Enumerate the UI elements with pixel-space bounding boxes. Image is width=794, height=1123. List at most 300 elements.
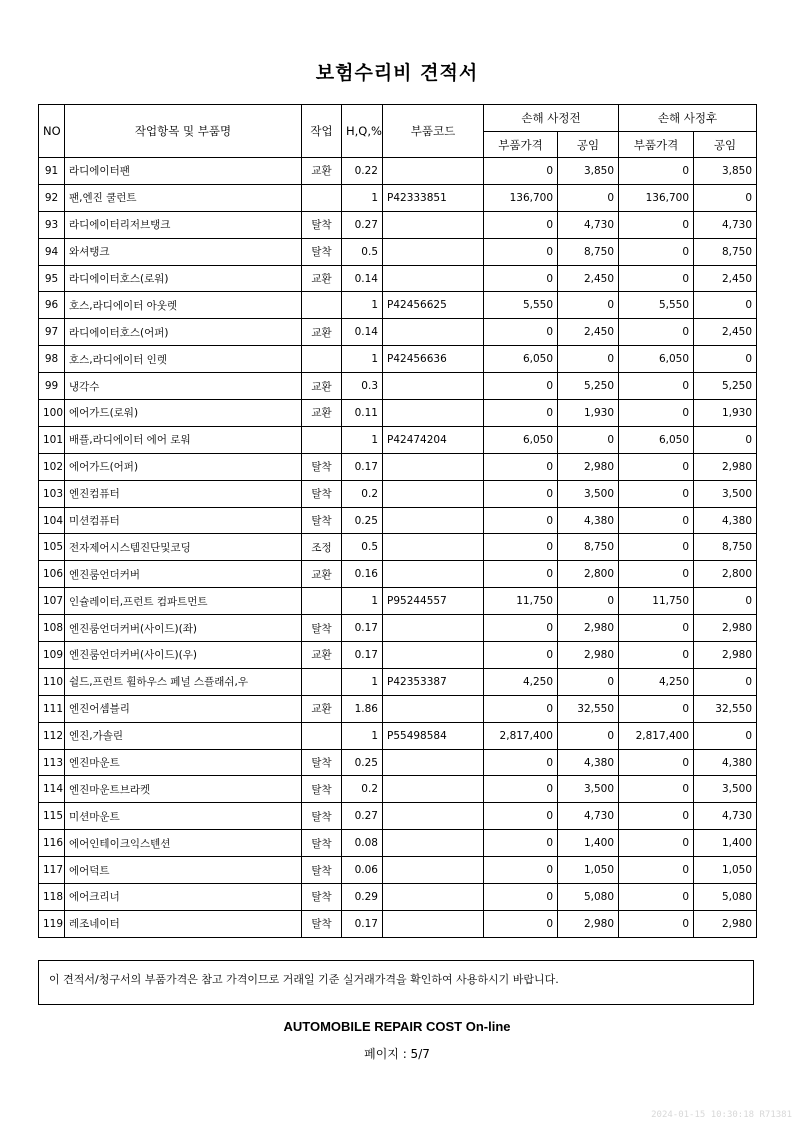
table-row	[39, 184, 757, 211]
cell-part-code: P42353387	[383, 668, 484, 695]
header-after: 손해 사정후	[619, 105, 757, 132]
cell-after-part-price: 0	[619, 507, 694, 534]
cell-part-code	[383, 776, 484, 803]
cell-part-code: P42456625	[383, 292, 484, 319]
cell-after-labor: 1,400	[694, 830, 757, 857]
cell-after-part-price: 0	[619, 480, 694, 507]
cell-hq: 0.14	[342, 265, 383, 292]
cell-item: 라디에이터호스(어퍼)	[65, 319, 302, 346]
cell-part-code: P95244557	[383, 588, 484, 615]
cell-work: 교환	[302, 561, 342, 588]
cell-hq: 1	[342, 668, 383, 695]
cell-after-part-price: 0	[619, 830, 694, 857]
cell-after-part-price: 0	[619, 211, 694, 238]
cell-part-code	[383, 507, 484, 534]
cell-after-labor: 5,080	[694, 884, 757, 911]
cell-before-part-price: 0	[484, 776, 558, 803]
table-row	[39, 695, 757, 722]
cell-part-code	[383, 211, 484, 238]
cell-no: 108	[39, 615, 65, 642]
cell-item: 엔진룸언더커버(사이드)(좌)	[65, 615, 302, 642]
cell-work: 탈착	[302, 803, 342, 830]
cell-after-part-price: 0	[619, 265, 694, 292]
table-row	[39, 910, 757, 937]
cell-hq: 0.2	[342, 480, 383, 507]
cell-before-labor: 2,980	[558, 642, 619, 669]
cell-hq: 0.14	[342, 319, 383, 346]
cell-item: 엔진룸언더커버	[65, 561, 302, 588]
cell-hq: 0.17	[342, 642, 383, 669]
table-row	[39, 480, 757, 507]
cell-part-code	[383, 830, 484, 857]
table-row	[39, 588, 757, 615]
table-row	[39, 857, 757, 884]
cell-part-code: P42333851	[383, 184, 484, 211]
cell-after-labor: 1,050	[694, 857, 757, 884]
cell-item: 에어인테이크익스텐션	[65, 830, 302, 857]
cell-part-code	[383, 561, 484, 588]
cell-after-labor: 2,980	[694, 642, 757, 669]
cell-before-part-price: 6,050	[484, 426, 558, 453]
cell-part-code	[383, 749, 484, 776]
cell-hq: 1	[342, 184, 383, 211]
cell-hq: 0.25	[342, 507, 383, 534]
cell-no: 102	[39, 453, 65, 480]
cell-after-part-price: 0	[619, 238, 694, 265]
cell-no: 117	[39, 857, 65, 884]
cell-after-labor: 32,550	[694, 695, 757, 722]
cell-after-labor: 0	[694, 346, 757, 373]
cell-after-labor: 2,450	[694, 319, 757, 346]
cell-no: 107	[39, 588, 65, 615]
table-row	[39, 373, 757, 400]
cell-part-code	[383, 910, 484, 937]
cell-after-part-price: 0	[619, 453, 694, 480]
cell-after-labor: 2,980	[694, 910, 757, 937]
cell-work: 탈착	[302, 884, 342, 911]
cell-before-labor: 1,050	[558, 857, 619, 884]
cell-no: 100	[39, 400, 65, 427]
header-before: 손해 사정전	[484, 105, 619, 132]
cell-after-part-price: 6,050	[619, 346, 694, 373]
cell-after-part-price: 0	[619, 561, 694, 588]
cell-before-part-price: 0	[484, 238, 558, 265]
table-row	[39, 884, 757, 911]
cell-before-labor: 0	[558, 292, 619, 319]
cell-after-labor: 4,730	[694, 803, 757, 830]
cell-item: 에어덕트	[65, 857, 302, 884]
cell-part-code	[383, 857, 484, 884]
cell-no: 118	[39, 884, 65, 911]
cell-part-code: P42474204	[383, 426, 484, 453]
cell-work: 교환	[302, 373, 342, 400]
cell-no: 93	[39, 211, 65, 238]
cell-after-labor: 0	[694, 292, 757, 319]
cell-before-part-price: 0	[484, 910, 558, 937]
cell-hq: 1	[342, 346, 383, 373]
cell-hq: 0.17	[342, 453, 383, 480]
header-before-part-price: 부품가격	[484, 132, 558, 158]
header-code: 부품코드	[383, 105, 484, 158]
cell-after-part-price: 0	[619, 615, 694, 642]
cell-item: 엔진마운트브라켓	[65, 776, 302, 803]
cell-before-labor: 0	[558, 184, 619, 211]
cell-hq: 0.27	[342, 211, 383, 238]
table-row	[39, 561, 757, 588]
cell-before-part-price: 136,700	[484, 184, 558, 211]
cell-after-labor: 8,750	[694, 534, 757, 561]
cell-before-labor: 3,500	[558, 480, 619, 507]
cell-item: 인슐레이터,프런트 컴파트먼트	[65, 588, 302, 615]
cell-before-labor: 32,550	[558, 695, 619, 722]
cell-before-part-price: 0	[484, 615, 558, 642]
cell-hq: 1	[342, 722, 383, 749]
cell-part-code	[383, 803, 484, 830]
header-after-part-price: 부품가격	[619, 132, 694, 158]
table-row	[39, 507, 757, 534]
cell-work	[302, 184, 342, 211]
cell-work: 탈착	[302, 910, 342, 937]
header-after-labor: 공임	[694, 132, 757, 158]
cell-part-code	[383, 615, 484, 642]
cell-no: 111	[39, 695, 65, 722]
cell-item: 라디에이터리저브탱크	[65, 211, 302, 238]
cell-hq: 0.08	[342, 830, 383, 857]
cell-part-code	[383, 884, 484, 911]
cell-after-labor: 5,250	[694, 373, 757, 400]
cell-after-part-price: 2,817,400	[619, 722, 694, 749]
cell-after-part-price: 0	[619, 749, 694, 776]
cell-before-labor: 5,250	[558, 373, 619, 400]
table-row	[39, 400, 757, 427]
cell-before-labor: 4,730	[558, 211, 619, 238]
cell-before-part-price: 0	[484, 884, 558, 911]
table-row	[39, 319, 757, 346]
table-row	[39, 749, 757, 776]
page-number: 페이지 : 5/7	[364, 1047, 430, 1061]
table-row	[39, 211, 757, 238]
cell-item: 엔진마운트	[65, 749, 302, 776]
table-row	[39, 776, 757, 803]
table-row	[39, 642, 757, 669]
cell-no: 110	[39, 668, 65, 695]
cell-hq: 0.17	[342, 910, 383, 937]
cell-before-labor: 2,980	[558, 615, 619, 642]
cell-work: 탈착	[302, 857, 342, 884]
cell-before-part-price: 0	[484, 561, 558, 588]
cell-no: 99	[39, 373, 65, 400]
cell-item: 팬,엔진 쿨런트	[65, 184, 302, 211]
cell-work: 교환	[302, 695, 342, 722]
cell-work: 탈착	[302, 480, 342, 507]
cell-hq: 0.29	[342, 884, 383, 911]
cell-item: 엔진컴퓨터	[65, 480, 302, 507]
cell-after-part-price: 0	[619, 158, 694, 185]
cell-after-labor: 8,750	[694, 238, 757, 265]
notice-box	[38, 960, 754, 1005]
cell-part-code	[383, 642, 484, 669]
header-no: NO	[39, 105, 65, 158]
cell-work	[302, 426, 342, 453]
cell-item: 배플,라디에이터 에어 로워	[65, 426, 302, 453]
cell-after-labor: 4,380	[694, 749, 757, 776]
cell-part-code	[383, 695, 484, 722]
cell-no: 98	[39, 346, 65, 373]
cell-after-part-price: 0	[619, 373, 694, 400]
cell-after-part-price: 0	[619, 319, 694, 346]
cell-work: 탈착	[302, 238, 342, 265]
print-timestamp: 2024-01-15 10:30:18 R71381	[651, 1110, 792, 1120]
cell-before-labor: 2,980	[558, 453, 619, 480]
cell-no: 112	[39, 722, 65, 749]
header-hq: H,Q,%	[342, 105, 383, 158]
cell-after-part-price: 0	[619, 400, 694, 427]
cell-part-code: P42456636	[383, 346, 484, 373]
cell-before-labor: 5,080	[558, 884, 619, 911]
cell-hq: 0.5	[342, 534, 383, 561]
cell-before-part-price: 0	[484, 803, 558, 830]
cell-hq: 0.22	[342, 158, 383, 185]
cell-after-part-price: 0	[619, 776, 694, 803]
cell-hq: 0.16	[342, 561, 383, 588]
cell-before-part-price: 0	[484, 642, 558, 669]
cell-item: 엔진,가솔린	[65, 722, 302, 749]
cell-after-labor: 2,450	[694, 265, 757, 292]
cell-before-labor: 3,850	[558, 158, 619, 185]
cell-item: 전자제어시스템진단및코딩	[65, 534, 302, 561]
cell-hq: 0.27	[342, 803, 383, 830]
cell-before-part-price: 0	[484, 158, 558, 185]
cell-hq: 0.2	[342, 776, 383, 803]
cell-before-part-price: 0	[484, 830, 558, 857]
cell-before-part-price: 2,817,400	[484, 722, 558, 749]
cell-after-labor: 3,850	[694, 158, 757, 185]
cell-no: 115	[39, 803, 65, 830]
notice-text: 이 견적서/청구서의 부품가격은 참고 가격이므로 거래일 기준 실거래가격을 확인하여 사용하시기 바랍니다.	[49, 973, 559, 986]
cell-hq: 0.06	[342, 857, 383, 884]
cell-before-labor: 3,500	[558, 776, 619, 803]
cell-before-part-price: 0	[484, 319, 558, 346]
cell-hq: 0.25	[342, 749, 383, 776]
cell-item: 에어크리너	[65, 884, 302, 911]
table-row	[39, 453, 757, 480]
cell-part-code	[383, 238, 484, 265]
cell-before-part-price: 0	[484, 695, 558, 722]
cell-item: 쉴드,프런트 휠하우스 페널 스플래쉬,우	[65, 668, 302, 695]
cell-before-part-price: 4,250	[484, 668, 558, 695]
cell-work	[302, 346, 342, 373]
cell-part-code	[383, 400, 484, 427]
cell-before-part-price: 0	[484, 534, 558, 561]
cell-no: 91	[39, 158, 65, 185]
cell-work: 탈착	[302, 453, 342, 480]
cell-work: 탈착	[302, 776, 342, 803]
cell-hq: 0.11	[342, 400, 383, 427]
cell-after-part-price: 0	[619, 803, 694, 830]
cell-after-labor: 2,980	[694, 453, 757, 480]
cell-before-part-price: 0	[484, 265, 558, 292]
cell-before-part-price: 0	[484, 857, 558, 884]
cell-part-code: P55498584	[383, 722, 484, 749]
cell-work: 교환	[302, 158, 342, 185]
cell-before-labor: 4,730	[558, 803, 619, 830]
cell-after-labor: 2,800	[694, 561, 757, 588]
cell-before-part-price: 0	[484, 749, 558, 776]
cell-work: 교환	[302, 319, 342, 346]
cell-no: 97	[39, 319, 65, 346]
cell-part-code	[383, 480, 484, 507]
cell-after-part-price: 0	[619, 857, 694, 884]
header-before-labor: 공임	[558, 132, 619, 158]
cell-before-part-price: 5,550	[484, 292, 558, 319]
cell-before-labor: 1,400	[558, 830, 619, 857]
cell-hq: 0.17	[342, 615, 383, 642]
table-row	[39, 615, 757, 642]
cell-before-part-price: 0	[484, 453, 558, 480]
cell-before-part-price: 0	[484, 507, 558, 534]
cell-part-code	[383, 453, 484, 480]
cell-hq: 1.86	[342, 695, 383, 722]
cell-after-labor: 0	[694, 426, 757, 453]
cell-part-code	[383, 534, 484, 561]
cell-work: 교환	[302, 265, 342, 292]
cell-after-labor: 0	[694, 668, 757, 695]
table-row	[39, 346, 757, 373]
cell-item: 호스,라디에이터 인렛	[65, 346, 302, 373]
cell-no: 105	[39, 534, 65, 561]
cell-after-part-price: 136,700	[619, 184, 694, 211]
table-row	[39, 292, 757, 319]
cell-hq: 1	[342, 426, 383, 453]
table-row	[39, 803, 757, 830]
cell-no: 113	[39, 749, 65, 776]
cell-after-part-price: 0	[619, 884, 694, 911]
cell-after-labor: 0	[694, 184, 757, 211]
cell-work: 탈착	[302, 830, 342, 857]
cell-hq: 1	[342, 588, 383, 615]
cell-work	[302, 668, 342, 695]
cell-hq: 0.5	[342, 238, 383, 265]
cell-before-labor: 2,800	[558, 561, 619, 588]
cell-before-labor: 8,750	[558, 238, 619, 265]
cell-no: 104	[39, 507, 65, 534]
cell-part-code	[383, 158, 484, 185]
cell-no: 96	[39, 292, 65, 319]
cell-before-labor: 1,930	[558, 400, 619, 427]
cell-before-labor: 4,380	[558, 749, 619, 776]
cell-work	[302, 722, 342, 749]
cell-before-part-price: 0	[484, 400, 558, 427]
cell-work: 탈착	[302, 615, 342, 642]
cell-after-labor: 1,930	[694, 400, 757, 427]
cell-work	[302, 292, 342, 319]
table-body	[39, 158, 757, 938]
cell-after-labor: 0	[694, 588, 757, 615]
cell-after-labor: 3,500	[694, 776, 757, 803]
cell-no: 95	[39, 265, 65, 292]
table-row	[39, 265, 757, 292]
table-row	[39, 830, 757, 857]
cell-no: 101	[39, 426, 65, 453]
cell-after-part-price: 11,750	[619, 588, 694, 615]
cell-item: 냉각수	[65, 373, 302, 400]
footer-brand: AUTOMOBILE REPAIR COST On-line	[283, 1019, 511, 1034]
cell-before-labor: 0	[558, 722, 619, 749]
cell-before-labor: 2,450	[558, 319, 619, 346]
cell-work: 조정	[302, 534, 342, 561]
cell-item: 엔진룸언더커버(사이드)(우)	[65, 642, 302, 669]
cell-no: 109	[39, 642, 65, 669]
cell-item: 미션컴퓨터	[65, 507, 302, 534]
cell-part-code	[383, 265, 484, 292]
header-item: 작업항목 및 부품명	[65, 105, 302, 158]
cell-before-labor: 2,980	[558, 910, 619, 937]
cell-after-labor: 0	[694, 722, 757, 749]
header-work: 작업	[302, 105, 342, 158]
cell-after-part-price: 0	[619, 534, 694, 561]
cell-after-labor: 4,380	[694, 507, 757, 534]
table-row	[39, 534, 757, 561]
cell-before-part-price: 6,050	[484, 346, 558, 373]
cell-after-part-price: 0	[619, 695, 694, 722]
cell-before-labor: 0	[558, 426, 619, 453]
cell-work: 탈착	[302, 211, 342, 238]
cell-part-code	[383, 373, 484, 400]
cell-item: 와셔탱크	[65, 238, 302, 265]
cell-hq: 1	[342, 292, 383, 319]
cell-after-labor: 4,730	[694, 211, 757, 238]
cell-before-part-price: 11,750	[484, 588, 558, 615]
table-row	[39, 238, 757, 265]
cell-no: 106	[39, 561, 65, 588]
cell-item: 에어가드(로워)	[65, 400, 302, 427]
cell-no: 116	[39, 830, 65, 857]
cell-item: 에어가드(어퍼)	[65, 453, 302, 480]
cell-work: 탈착	[302, 749, 342, 776]
cell-before-labor: 2,450	[558, 265, 619, 292]
table-row	[39, 722, 757, 749]
cell-after-part-price: 5,550	[619, 292, 694, 319]
cell-item: 라디에이터호스(로워)	[65, 265, 302, 292]
cell-before-part-price: 0	[484, 480, 558, 507]
table-row	[39, 158, 757, 185]
cell-after-part-price: 0	[619, 642, 694, 669]
document-title: 보험수리비 견적서	[315, 62, 479, 84]
cell-hq: 0.3	[342, 373, 383, 400]
cell-no: 114	[39, 776, 65, 803]
cell-part-code	[383, 319, 484, 346]
cell-no: 119	[39, 910, 65, 937]
cell-before-labor: 0	[558, 668, 619, 695]
cell-work: 교환	[302, 642, 342, 669]
cell-work	[302, 588, 342, 615]
table-row	[39, 426, 757, 453]
cell-work: 교환	[302, 400, 342, 427]
estimate-table	[38, 104, 757, 938]
cell-before-part-price: 0	[484, 211, 558, 238]
cell-after-part-price: 4,250	[619, 668, 694, 695]
cell-no: 92	[39, 184, 65, 211]
cell-item: 미션마운트	[65, 803, 302, 830]
cell-no: 94	[39, 238, 65, 265]
cell-after-labor: 3,500	[694, 480, 757, 507]
cell-before-labor: 8,750	[558, 534, 619, 561]
table-row	[39, 668, 757, 695]
cell-item: 호스,라디에이터 아웃렛	[65, 292, 302, 319]
cell-before-labor: 4,380	[558, 507, 619, 534]
cell-before-part-price: 0	[484, 373, 558, 400]
cell-no: 103	[39, 480, 65, 507]
